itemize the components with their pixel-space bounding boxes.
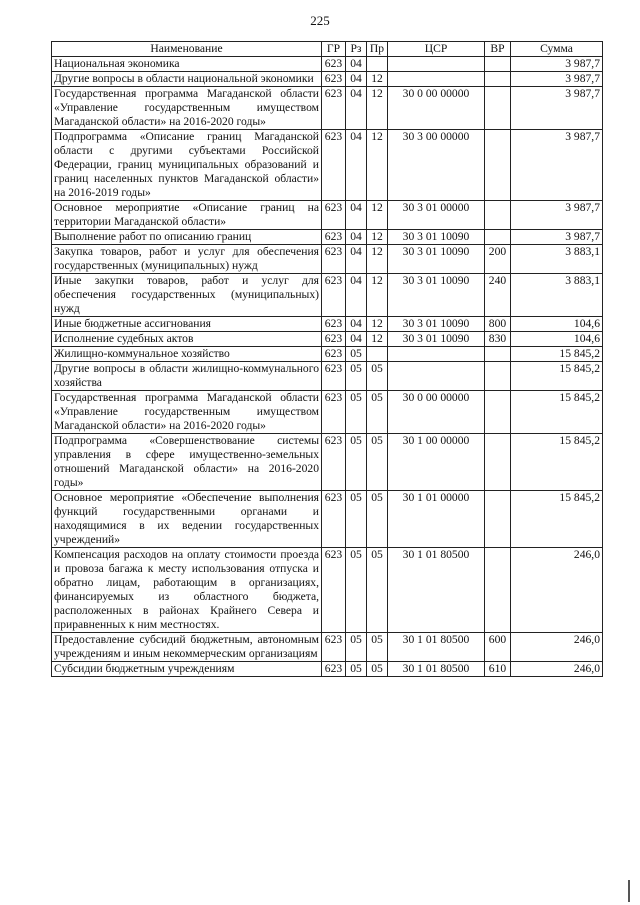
cell-rz: 05 xyxy=(346,347,367,362)
cell-csr: 30 3 01 10090 xyxy=(388,332,485,347)
cell-vr xyxy=(485,72,511,87)
cell-vr: 800 xyxy=(485,317,511,332)
table-row xyxy=(52,662,603,677)
cell-rz: 04 xyxy=(346,230,367,245)
cell-rz: 04 xyxy=(346,201,367,230)
cell-sum: 3 987,7 xyxy=(511,57,603,72)
cell-gr: 623 xyxy=(322,87,346,130)
cell-csr xyxy=(388,72,485,87)
cell-name: Исполнение судебных актов xyxy=(52,332,322,347)
cell-gr: 623 xyxy=(322,362,346,391)
header-sum: Сумма xyxy=(511,42,603,57)
cell-sum: 3 987,7 xyxy=(511,130,603,201)
cell-gr: 623 xyxy=(322,201,346,230)
cell-csr: 30 3 01 10090 xyxy=(388,245,485,274)
cell-sum: 246,0 xyxy=(511,633,603,662)
cell-csr: 30 1 01 00000 xyxy=(388,491,485,548)
cell-vr xyxy=(485,201,511,230)
cell-vr xyxy=(485,87,511,130)
cell-rz: 05 xyxy=(346,362,367,391)
cell-csr: 30 0 00 00000 xyxy=(388,391,485,434)
cell-csr: 30 3 01 10090 xyxy=(388,230,485,245)
cell-gr: 623 xyxy=(322,245,346,274)
cell-gr: 623 xyxy=(322,391,346,434)
cell-csr: 30 3 01 00000 xyxy=(388,201,485,230)
cell-gr: 623 xyxy=(322,317,346,332)
table-row xyxy=(52,317,603,332)
cell-gr: 623 xyxy=(322,434,346,491)
cell-gr: 623 xyxy=(322,662,346,677)
cell-name: Предоставление субсидий бюджетным, автономным учреждениям и иным некоммерческим организациям xyxy=(52,633,322,662)
cell-name: Основное мероприятие «Обеспечение выполнения функций государственными органами и находящимися в их ведении государственных учреждений» xyxy=(52,491,322,548)
cell-rz: 05 xyxy=(346,391,367,434)
cell-vr xyxy=(485,434,511,491)
cell-vr xyxy=(485,548,511,633)
header-pr: Пр xyxy=(367,42,388,57)
cell-rz: 04 xyxy=(346,317,367,332)
table-row xyxy=(52,548,603,633)
page-number: 225 xyxy=(310,13,330,28)
cell-gr: 623 xyxy=(322,491,346,548)
cell-csr: 30 1 01 80500 xyxy=(388,548,485,633)
cell-rz: 05 xyxy=(346,662,367,677)
table-row xyxy=(52,57,603,72)
table-row xyxy=(52,347,603,362)
table-row xyxy=(52,201,603,230)
cell-name: Основное мероприятие «Описание границ на территории Магаданской области» xyxy=(52,201,322,230)
cell-rz: 05 xyxy=(346,548,367,633)
cell-name: Закупка товаров, работ и услуг для обеспечения государственных (муниципальных) нужд xyxy=(52,245,322,274)
cell-vr xyxy=(485,347,511,362)
cell-vr xyxy=(485,230,511,245)
cell-vr xyxy=(485,130,511,201)
cell-sum: 3 987,7 xyxy=(511,72,603,87)
cell-sum: 15 845,2 xyxy=(511,347,603,362)
cell-gr: 623 xyxy=(322,633,346,662)
cell-sum: 246,0 xyxy=(511,662,603,677)
cell-name: Субсидии бюджетным учреждениям xyxy=(52,662,322,677)
table-row xyxy=(52,434,603,491)
cell-name: Выполнение работ по описанию границ xyxy=(52,230,322,245)
header-rz: Рз xyxy=(346,42,367,57)
table-row xyxy=(52,362,603,391)
cell-gr: 623 xyxy=(322,72,346,87)
cell-csr xyxy=(388,57,485,72)
cell-sum: 3 987,7 xyxy=(511,201,603,230)
cell-rz: 04 xyxy=(346,274,367,317)
cell-sum: 15 845,2 xyxy=(511,491,603,548)
cell-sum: 15 845,2 xyxy=(511,362,603,391)
cell-name: Иные бюджетные ассигнования xyxy=(52,317,322,332)
cell-name: Национальная экономика xyxy=(52,57,322,72)
cell-name: Подпрограмма «Совершенствование системы управления в сфере имущественно-земельных отношений Магаданской области» на 2016-2020 годы» xyxy=(52,434,322,491)
cell-name: Другие вопросы в области жилищно-коммунального хозяйства xyxy=(52,362,322,391)
table-row xyxy=(52,274,603,317)
cell-sum: 3 987,7 xyxy=(511,230,603,245)
cell-vr xyxy=(485,491,511,548)
cell-sum: 3 987,7 xyxy=(511,87,603,130)
cell-vr: 600 xyxy=(485,633,511,662)
cell-name: Государственная программа Магаданской области «Управление государственным имуществом Магаданской области» на 2016-2020 годы» xyxy=(52,87,322,130)
table-row xyxy=(52,245,603,274)
cell-rz: 05 xyxy=(346,633,367,662)
cell-name: Иные закупки товаров, работ и услуг для обеспечения государственных (муниципальных) нужд xyxy=(52,274,322,317)
cell-rz: 05 xyxy=(346,491,367,548)
cell-vr: 830 xyxy=(485,332,511,347)
table-row xyxy=(52,332,603,347)
cell-name: Жилищно-коммунальное хозяйство xyxy=(52,347,322,362)
cell-csr xyxy=(388,362,485,391)
cell-vr: 610 xyxy=(485,662,511,677)
scan-edge-mark xyxy=(628,880,630,902)
header-gr: ГР xyxy=(322,42,346,57)
cell-gr: 623 xyxy=(322,130,346,201)
cell-gr: 623 xyxy=(322,57,346,72)
cell-pr: 05 xyxy=(367,434,388,491)
cell-gr: 623 xyxy=(322,274,346,317)
cell-sum: 3 883,1 xyxy=(511,274,603,317)
table-row xyxy=(52,130,603,201)
cell-csr: 30 3 00 00000 xyxy=(388,130,485,201)
cell-csr xyxy=(388,347,485,362)
cell-gr: 623 xyxy=(322,347,346,362)
cell-sum: 246,0 xyxy=(511,548,603,633)
cell-vr xyxy=(485,391,511,434)
cell-pr: 12 xyxy=(367,130,388,201)
cell-pr: 05 xyxy=(367,391,388,434)
cell-gr: 623 xyxy=(322,548,346,633)
cell-rz: 04 xyxy=(346,87,367,130)
cell-sum: 15 845,2 xyxy=(511,434,603,491)
cell-pr: 12 xyxy=(367,201,388,230)
cell-pr: 12 xyxy=(367,245,388,274)
table-row xyxy=(52,230,603,245)
header-csr: ЦСР xyxy=(388,42,485,57)
cell-pr: 12 xyxy=(367,317,388,332)
table-body xyxy=(52,57,603,677)
cell-name: Компенсация расходов на оплату стоимости проезда и провоза багажа к месту использования отпуска и обратно лицам, работающим в организациях, финансируемых из областного бюджета, расположенных в районах Крайнего Севера и приравненных к ним местностях. xyxy=(52,548,322,633)
cell-rz: 04 xyxy=(346,72,367,87)
cell-csr: 30 0 00 00000 xyxy=(388,87,485,130)
cell-pr: 05 xyxy=(367,662,388,677)
cell-vr: 240 xyxy=(485,274,511,317)
cell-pr: 12 xyxy=(367,72,388,87)
table-row xyxy=(52,87,603,130)
table-row xyxy=(52,72,603,87)
cell-sum: 104,6 xyxy=(511,317,603,332)
cell-sum: 104,6 xyxy=(511,332,603,347)
cell-pr: 12 xyxy=(367,87,388,130)
cell-gr: 623 xyxy=(322,230,346,245)
table-row xyxy=(52,491,603,548)
cell-name: Государственная программа Магаданской области «Управление государственным имуществом Магаданской области» на 2016-2020 годы» xyxy=(52,391,322,434)
cell-csr: 30 3 01 10090 xyxy=(388,317,485,332)
cell-vr xyxy=(485,362,511,391)
table-header-row xyxy=(52,42,603,57)
table-row xyxy=(52,633,603,662)
cell-pr: 05 xyxy=(367,491,388,548)
cell-rz: 05 xyxy=(346,434,367,491)
table-row xyxy=(52,391,603,434)
cell-pr xyxy=(367,57,388,72)
cell-csr: 30 1 00 00000 xyxy=(388,434,485,491)
cell-sum: 3 883,1 xyxy=(511,245,603,274)
cell-vr xyxy=(485,57,511,72)
cell-rz: 04 xyxy=(346,245,367,274)
header-vr: ВР xyxy=(485,42,511,57)
cell-name: Другие вопросы в области национальной экономики xyxy=(52,72,322,87)
cell-rz: 04 xyxy=(346,130,367,201)
cell-csr: 30 1 01 80500 xyxy=(388,662,485,677)
cell-pr: 12 xyxy=(367,274,388,317)
header-name: Наименование xyxy=(52,42,322,57)
cell-rz: 04 xyxy=(346,332,367,347)
cell-vr: 200 xyxy=(485,245,511,274)
cell-pr: 05 xyxy=(367,633,388,662)
cell-pr: 12 xyxy=(367,230,388,245)
cell-csr: 30 3 01 10090 xyxy=(388,274,485,317)
cell-pr: 05 xyxy=(367,548,388,633)
cell-csr: 30 1 01 80500 xyxy=(388,633,485,662)
cell-name: Подпрограмма «Описание границ Магаданской области с другими субъектами Российской Федерации, границ муниципальных образований и границ населенных пунктов Магаданской области» на 2016-2019 годы» xyxy=(52,130,322,201)
cell-pr xyxy=(367,347,388,362)
cell-gr: 623 xyxy=(322,332,346,347)
cell-sum: 15 845,2 xyxy=(511,391,603,434)
cell-pr: 05 xyxy=(367,362,388,391)
budget-table xyxy=(51,41,603,677)
cell-rz: 04 xyxy=(346,57,367,72)
cell-pr: 12 xyxy=(367,332,388,347)
